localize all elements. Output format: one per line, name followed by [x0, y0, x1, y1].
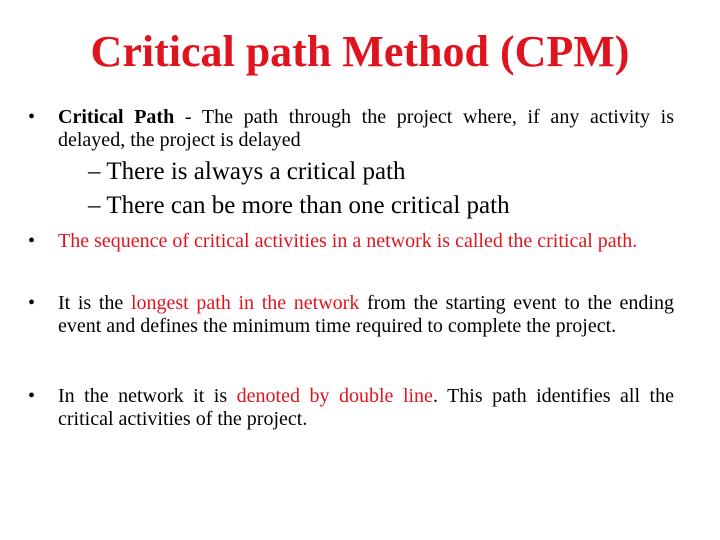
sub-bullet-always-critical-path [88, 157, 405, 187]
slide-title: Critical path Method (CPM) [90, 27, 630, 76]
bullet-text [58, 292, 674, 338]
bullet-dot: • [28, 292, 36, 314]
bullet-dot: • [28, 106, 36, 128]
bullet-highlight: longest path in the network [130, 292, 360, 314]
bullet-highlight: denoted by double line [236, 385, 433, 407]
bullet-double-line [28, 385, 674, 431]
bullet-definition: - The path through the project where, if any activity is delayed, the project is delayed [58, 106, 674, 151]
bullet-dot: • [28, 385, 36, 407]
bullet-text-after: from the starting event to the ending event and defines the minimum time required to complete the project. [58, 292, 674, 337]
sub-bullet-more-than-one [88, 191, 510, 221]
sub-bullet-text: There can be more than one critical path [106, 192, 510, 219]
bullet-dot: • [28, 230, 36, 252]
bullet-critical-path-definition [28, 106, 674, 152]
bullet-text [58, 385, 674, 431]
sub-bullet-dash: – [88, 158, 101, 185]
bullet-sequence-of-activities [28, 230, 674, 253]
bullet-text-before: In the network it is [58, 385, 237, 407]
sub-bullet-text: There is always a critical path [106, 158, 406, 185]
bullet-text: The sequence of critical activities in a network is called the critical path. [58, 230, 638, 252]
bullet-term: Critical Path [58, 106, 175, 128]
bullet-longest-path [28, 292, 674, 338]
sub-bullet-dash: – [88, 192, 101, 219]
bullet-text-before: It is the [58, 292, 131, 314]
bullet-text-after: . This path identifies all the critical activities of the project. [58, 385, 674, 430]
bullet-text [58, 106, 674, 152]
